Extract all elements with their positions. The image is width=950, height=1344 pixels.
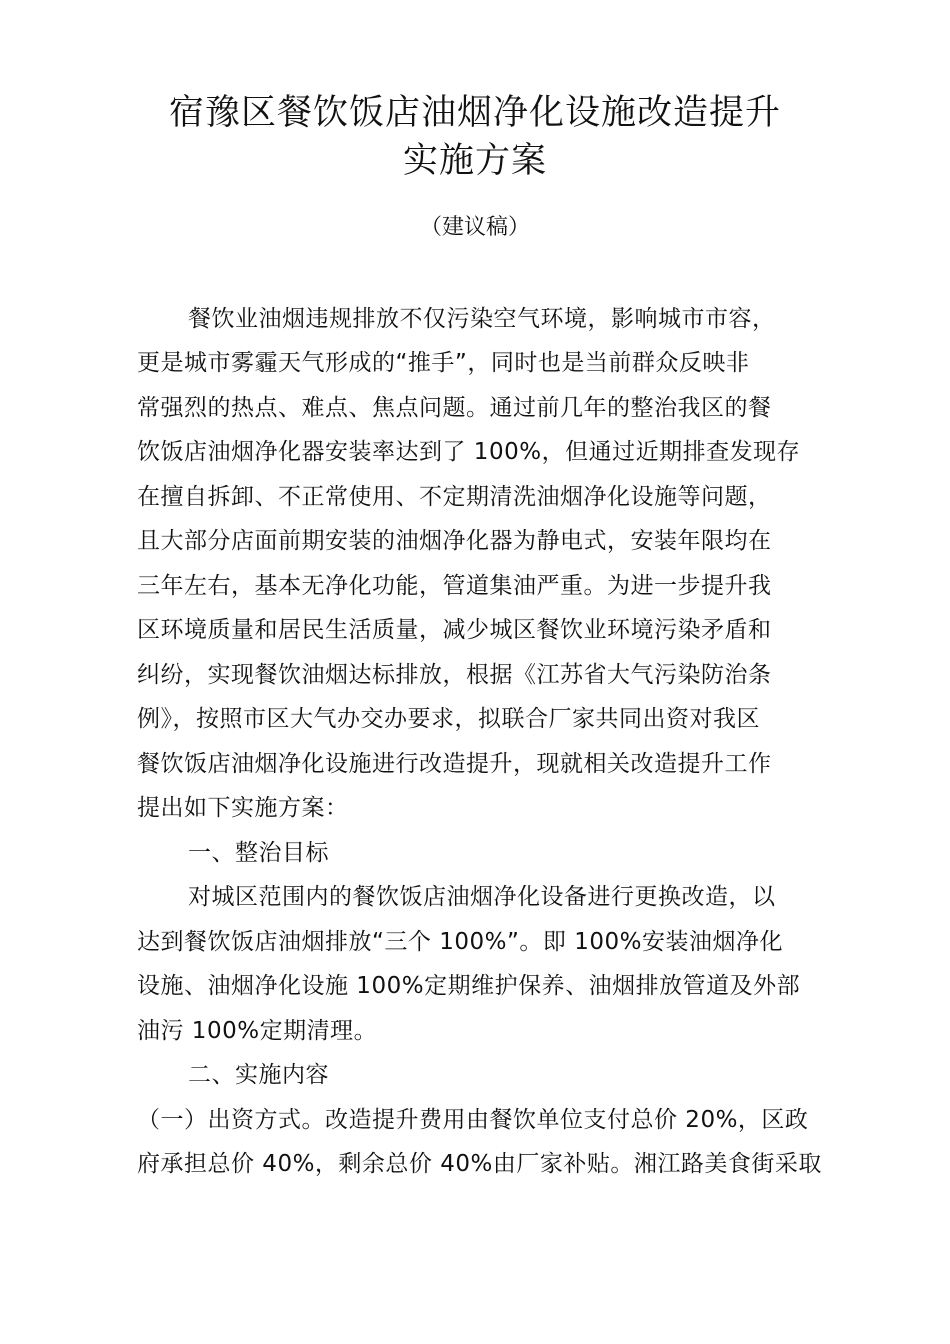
paragraph-line: 饮饭店油烟净化器安装率达到了 100%，但通过近期排查发现存: [137, 439, 801, 465]
paragraph-line: （一）出资方式。改造提升费用由餐饮单位支付总价 20%，区政: [137, 1107, 809, 1133]
paragraph-line: 且大部分店面前期安装的油烟净化器为静电式，安装年限均在: [137, 528, 772, 554]
paragraph-line: 在擅自拆卸、不正常使用、不定期清洗油烟净化设施等问题，: [137, 484, 772, 510]
paragraph-line: 对城区范围内的餐饮饭店油烟净化设备进行更换改造，以: [188, 884, 776, 910]
paragraph-line: 三年左右，基本无净化功能，管道集油严重。为进一步提升我: [137, 573, 772, 599]
paragraph-line: 餐饮业油烟违规排放不仅污染空气环境，影响城市市容，: [188, 306, 776, 332]
paragraph-line: 提出如下实施方案：: [137, 795, 349, 821]
paragraph-line: 常强烈的热点、难点、焦点问题。通过前几年的整治我区的餐: [137, 395, 772, 421]
paragraph-line: 餐饮饭店油烟净化设施进行改造提升，现就相关改造提升工作: [137, 751, 772, 777]
document-title-line-2: 实施方案: [402, 141, 547, 181]
paragraph-line: 更是城市雾霾天气形成的“推手”，同时也是当前群众反映非: [137, 350, 750, 376]
section-heading-goal: 一、整治目标: [188, 840, 329, 866]
paragraph-line: 设施、油烟净化设施 100%定期维护保养、油烟排放管道及外部: [137, 973, 801, 999]
paragraph-line: 区环境质量和居民生活质量，减少城区餐饮业环境污染矛盾和: [137, 617, 772, 643]
paragraph-line: 例》，按照市区大气办交办要求，拟联合厂家共同出资对我区: [137, 706, 760, 732]
paragraph-line: 府承担总价 40%，剩余总价 40%由厂家补贴。湘江路美食街采取: [137, 1151, 822, 1177]
document-title-line-1: 宿豫区餐饮饭店油烟净化设施改造提升: [168, 93, 781, 133]
section-heading-content: 二、实施内容: [188, 1062, 329, 1088]
paragraph-line: 达到餐饮饭店油烟排放“三个 100%”。即 100%安装油烟净化: [137, 929, 783, 955]
document-subtitle: （建议稿）: [419, 215, 530, 240]
paragraph-line: 油污 100%定期清理。: [137, 1018, 378, 1044]
paragraph-line: 纠纷，实现餐饮油烟达标排放，根据《江苏省大气污染防治条: [137, 662, 772, 688]
